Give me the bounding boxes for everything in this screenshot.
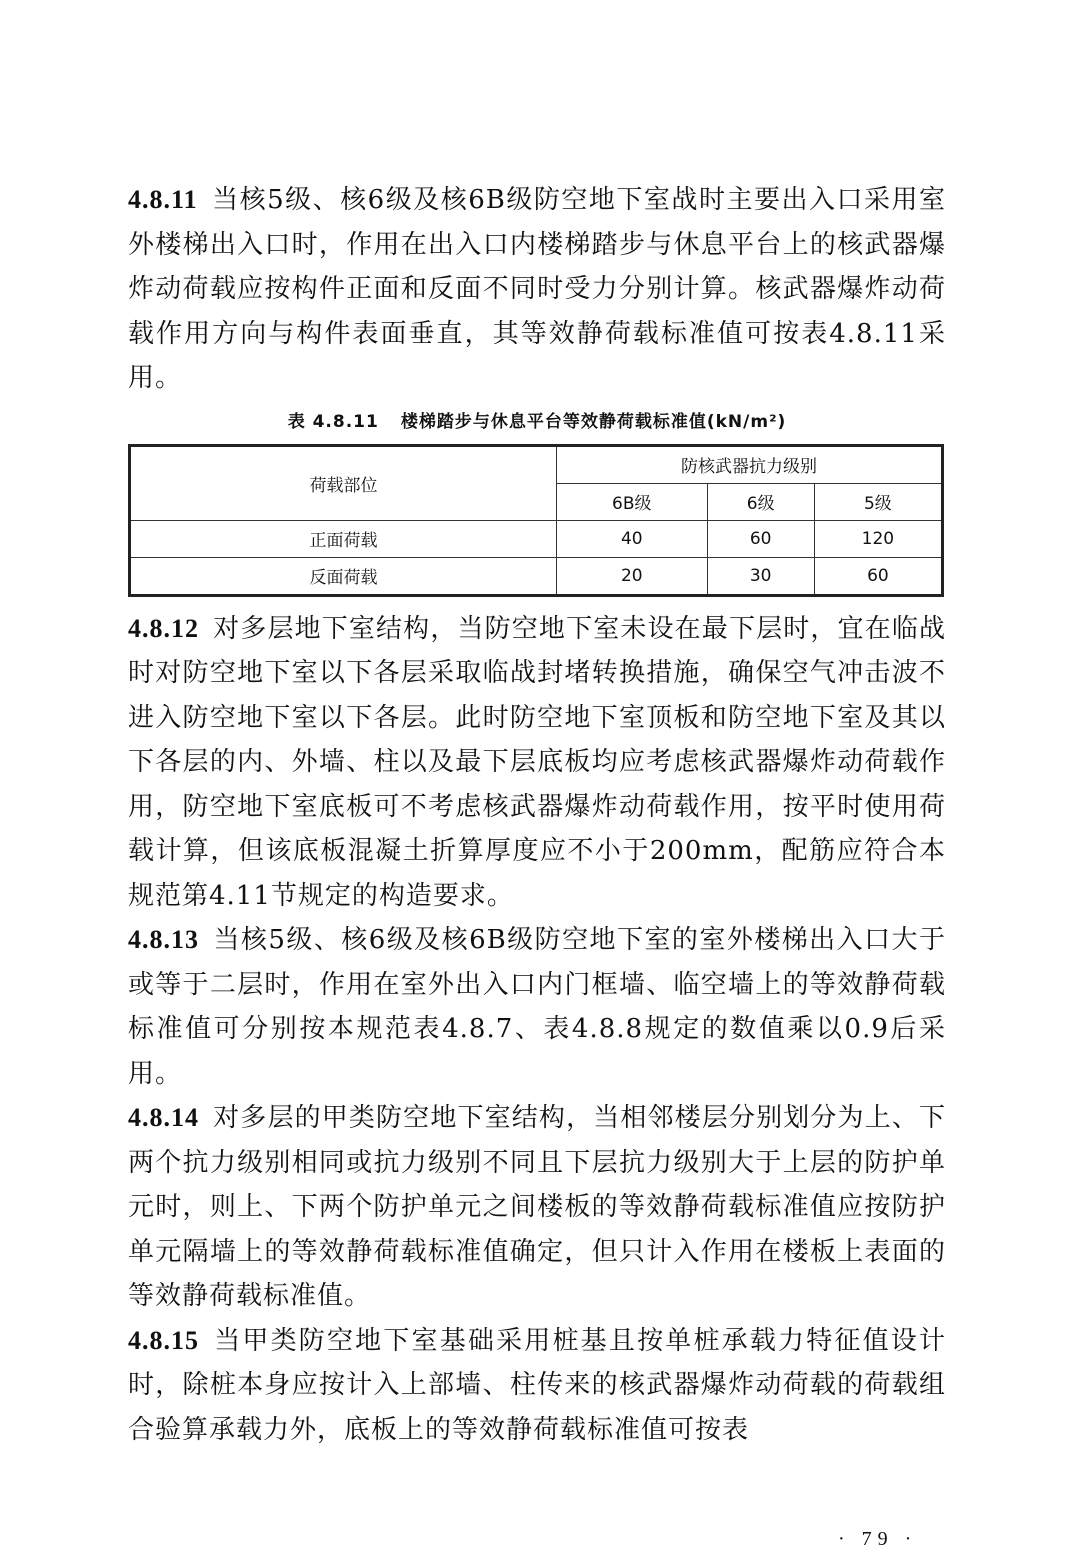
header-level-6b: 6B级 bbox=[557, 483, 708, 520]
table-row bbox=[130, 520, 943, 557]
header-level-6: 6级 bbox=[707, 483, 814, 520]
load-table bbox=[128, 444, 944, 597]
table-cell: 120 bbox=[814, 520, 942, 557]
clause-number: 4.8.14 bbox=[128, 1103, 199, 1132]
table-caption-number: 表 4.8.11 bbox=[287, 411, 379, 432]
header-load-location: 荷载部位 bbox=[130, 445, 557, 520]
row-label: 正面荷载 bbox=[130, 520, 557, 557]
row-label: 反面荷载 bbox=[130, 557, 557, 595]
table-row bbox=[130, 557, 943, 595]
table-cell: 40 bbox=[557, 520, 708, 557]
page-number: · 79 · bbox=[838, 1528, 918, 1550]
table-cell: 30 bbox=[707, 557, 814, 595]
clause-text: 对多层地下室结构，当防空地下室未设在最下层时，宜在临战时对防空地下室以下各层采取临战封堵转换措施，确保空气冲击波不进入防空地下室以下各层。此时防空地下室顶板和防空地下室及其以下各层的内、外墙、柱以及最下层底板均应考虑核武器爆炸动荷载作用，防空地下室底板可不考虑核武器爆炸动荷载作用，按平时使用荷载计算，但该底板混凝土折算厚度应不小于200mm，配筋应符合本规范第4.11节规定的构造要求。 bbox=[128, 613, 946, 911]
table-cell: 60 bbox=[814, 557, 942, 595]
clause-text: 当核5级、核6级及核6B级防空地下室战时主要出入口采用室外楼梯出入口时，作用在出入口内楼梯踏步与休息平台上的核武器爆炸动荷载应按构件正面和反面不同时受力分别计算。核武器爆炸动荷载作用方向与构件表面垂直，其等效静荷载标准值可按表4.8.11采用。 bbox=[128, 185, 946, 393]
clause-text: 当核5级、核6级及核6B级防空地下室的室外楼梯出入口大于或等于二层时，作用在室外出入口内门框墙、临空墙上的等效静荷载标准值可分别按本规范表4.8.7、表4.8.8规定的数值乘以0.9后采用。 bbox=[128, 925, 946, 1089]
header-resistance-level: 防核武器抗力级别 bbox=[557, 445, 943, 483]
clause-text: 对多层的甲类防空地下室结构，当相邻楼层分别划分为上、下两个抗力级别相同或抗力级别不同且下层抗力级别大于上层的防护单元时，则上、下两个防护单元之间楼板的等效静荷载标准值应按防护单元隔墙上的等效静荷载标准值确定，但只计入作用在楼板上表面的等效静荷载标准值。 bbox=[128, 1103, 946, 1311]
clause-4-8-12 bbox=[128, 607, 946, 919]
table-caption bbox=[128, 407, 946, 432]
table-cell: 20 bbox=[557, 557, 708, 595]
table-caption-title: 楼梯踏步与休息平台等效静荷载标准值(kN/m²) bbox=[400, 411, 787, 432]
clause-4-8-14 bbox=[128, 1096, 946, 1319]
header-level-5: 5级 bbox=[814, 483, 942, 520]
clause-number: 4.8.15 bbox=[128, 1325, 199, 1355]
clause-number: 4.8.11 bbox=[128, 185, 198, 214]
clause-4-8-15 bbox=[128, 1319, 946, 1453]
clause-text: 当甲类防空地下室基础采用桩基且按单桩承载力特征值设计时，除桩本身应按计入上部墙、柱传来的核武器爆炸动荷载的荷载组合验算承载力外，底板上的等效静荷载标准值可按表 bbox=[128, 1325, 946, 1445]
clause-number: 4.8.12 bbox=[128, 613, 199, 643]
clause-4-8-11 bbox=[128, 178, 946, 401]
table-cell: 60 bbox=[707, 520, 814, 557]
table-header-row bbox=[130, 445, 943, 483]
clause-4-8-13 bbox=[128, 918, 946, 1096]
page-content bbox=[128, 178, 946, 1452]
clause-number: 4.8.13 bbox=[128, 925, 199, 954]
